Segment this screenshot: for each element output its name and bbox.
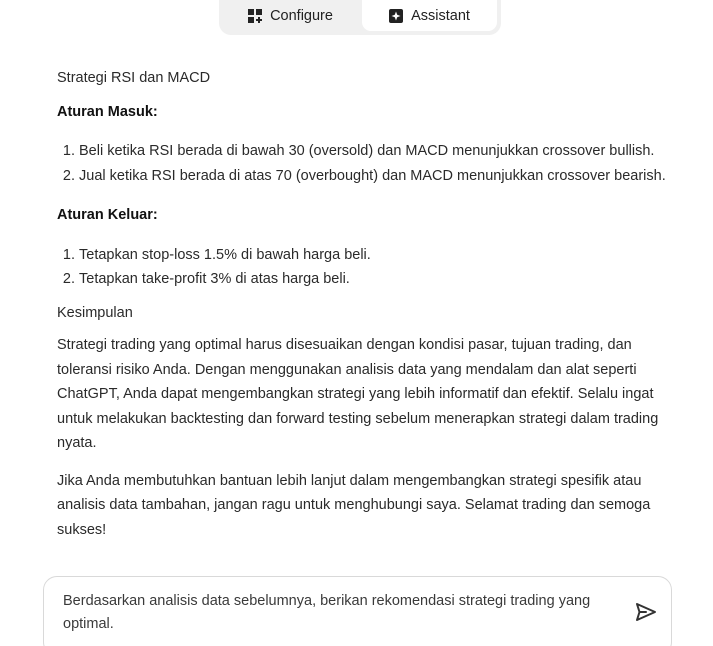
tab-assistant-label: Assistant [411,7,470,24]
tab-configure-label: Configure [270,7,333,24]
list-item: 1. Beli ketika RSI berada di bawah 30 (oversold) dan MACD menunjukkan crossover bullish. [79,139,682,164]
mode-toggle [219,0,501,35]
tab-assistant[interactable] [362,0,497,31]
message-composer[interactable] [43,576,672,646]
grid-plus-icon [248,9,262,23]
entry-rules-title: Aturan Masuk: [57,103,158,120]
tab-configure[interactable] [223,0,358,31]
exit-rules-list [57,243,682,292]
entry-rules-list [57,139,682,188]
closing-paragraph: Jika Anda membutuhkan bantuan lebih lanjut dalam mengembangkan strategi spesifik atau analisis data tambahan, jangan ragu untuk menghubungi saya. Selamat trading dan semoga sukses! [57,472,651,538]
assistant-message [57,66,682,542]
assistant-icon [389,9,403,23]
message-input[interactable]: Berdasarkan analisis data sebelumnya, berikan rekomendasi strategi trading yang optimal. [63,593,591,632]
list-item: 2. Jual ketika RSI berada di atas 70 (overbought) dan MACD menunjukkan crossover bearish. [79,164,682,189]
exit-rules-title: Aturan Keluar: [57,207,158,223]
section-title: Strategi RSI dan MACD [57,70,211,86]
send-icon[interactable] [634,600,658,624]
list-item: 2. Tetapkan take-profit 3% di atas harga beli. [79,267,682,292]
conclusion-paragraph: Strategi trading yang optimal harus disesuaikan dengan kondisi pasar, tujuan trading, dan toleransi risiko Anda. Dengan menggunakan analisis data yang mendalam dan alat seperti ChatGPT, Anda dapat mengembangkan strategi yang lebih informatif dan efektif. Selalu ingat untuk melakukan backtesting dan forward testing sebelum menerapkan strategi dalam trading nyata. [57,337,659,451]
list-item: 1. Tetapkan stop-loss 1.5% di bawah harga beli. [79,243,682,268]
conclusion-title: Kesimpulan [57,304,133,321]
